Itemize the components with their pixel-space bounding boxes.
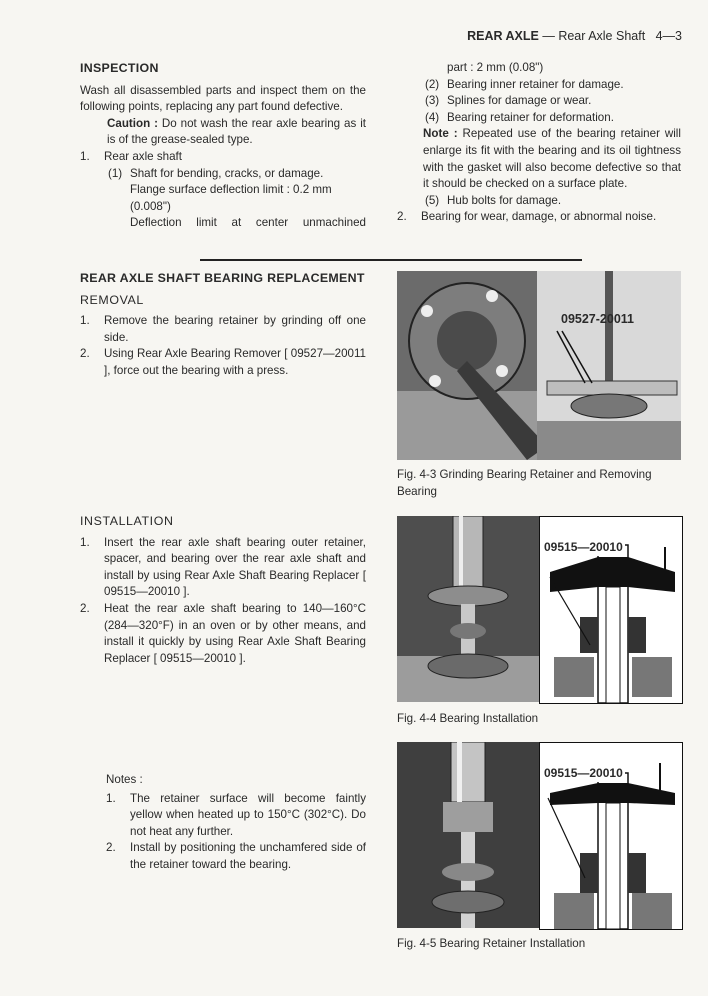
- note-number: 1.: [106, 791, 116, 805]
- subitem-number: (2): [425, 77, 440, 91]
- subitem-text: Hub bolts for damage.: [447, 193, 562, 207]
- section-divider: [200, 259, 582, 261]
- item-number: 2.: [397, 210, 407, 224]
- removal-step-1: [80, 313, 366, 346]
- figure-4-5-photo: [397, 742, 539, 928]
- step-number: 1.: [80, 314, 90, 328]
- deflection-limit-line: Deflection limit at center unmachined: [130, 216, 366, 230]
- installation-section: [80, 513, 366, 667]
- subitem-number: (4): [425, 110, 440, 124]
- note-item-2: [106, 840, 366, 873]
- inspection-intro: Wash all disassembled parts and inspect them on the following points, replacing any part found defective.: [80, 83, 366, 114]
- inspection-subitem-4: [425, 110, 681, 127]
- bearing-press-photo: [397, 516, 539, 702]
- caution-paragraph: [80, 116, 366, 149]
- inspection-item-2: [397, 209, 681, 226]
- subitem-number: (3): [425, 94, 440, 108]
- subitem-text: Bearing inner retainer for damage.: [447, 77, 624, 91]
- inspection-heading: INSPECTION: [80, 61, 159, 75]
- figure-4-3-tool-label: 09527-20011: [561, 312, 634, 326]
- notes-section: [106, 772, 366, 874]
- header-page-number: 4—3: [655, 29, 682, 43]
- step-text: Heat the rear axle shaft bearing to 140—160°C (284—320°F) in an oven or by other means, and install it quickly by using Rear Axle Shaft Bearing Replacer [ 09515—20010 ].: [104, 601, 366, 665]
- replacement-heading: REAR AXLE SHAFT BEARING REPLACEMENT: [80, 271, 365, 285]
- header-dash: —: [542, 29, 555, 43]
- figure-4-4-tool-label: 09515—20010: [544, 540, 623, 554]
- step-number: 2.: [80, 347, 90, 361]
- inspection-subitem-2: [425, 77, 681, 94]
- flange-limit-line-1: Flange surface deflection limit : 0.2 mm: [130, 183, 332, 197]
- step-number: 1.: [80, 535, 90, 549]
- item-text: Bearing for wear, damage, or abnormal noise.: [421, 210, 657, 224]
- subitem-number: (1): [108, 166, 123, 180]
- note-paragraph: [397, 126, 681, 192]
- note-number: 2.: [106, 841, 116, 855]
- figure-4-5-caption: Fig. 4-5 Bearing Retainer Installation: [397, 937, 586, 950]
- caution-text: Do not wash the rear axle bearing as it is of the grease-sealed type.: [107, 116, 366, 147]
- note-item-1: [106, 791, 366, 841]
- inspection-subitem-1: [108, 166, 366, 183]
- page-header: [467, 28, 682, 45]
- step-text: Using Rear Axle Bearing Remover [ 09527—20011 ], force out the bearing with a press.: [104, 347, 366, 377]
- note-label: Note :: [423, 127, 458, 141]
- note-text: Repeated use of the bearing retainer will enlarge its fit with the bearing and its oil tightness with the gasket will also become defective so that it should be checked on a surface plate.: [423, 127, 681, 191]
- item-number: 1.: [80, 149, 90, 163]
- inspection-subitem-3: [425, 93, 681, 110]
- subitem-text: Splines for damage or wear.: [447, 94, 592, 108]
- inspection-section-continued: [397, 60, 681, 226]
- inspection-item-1: [80, 149, 366, 166]
- figure-4-4-photo: [397, 516, 539, 702]
- item-label: Rear axle shaft: [104, 149, 182, 163]
- subitem-text: Shaft for bending, cracks, or damage.: [130, 166, 324, 180]
- subitem-text: Bearing retainer for deformation.: [447, 110, 614, 124]
- removal-section: [80, 270, 366, 380]
- step-number: 2.: [80, 601, 90, 615]
- header-section: REAR AXLE: [467, 29, 539, 43]
- figure-4-3-caption: Fig. 4-3 Grinding Bearing Retainer and Removing Bearing: [397, 468, 652, 498]
- part-limit-line: part : 2 mm (0.08"): [447, 61, 544, 74]
- caution-label: Caution :: [107, 116, 158, 130]
- installation-heading: INSTALLATION: [80, 514, 174, 528]
- retainer-press-photo: [397, 742, 539, 928]
- figure-4-4-diagram: [539, 516, 683, 704]
- note-item-text: The retainer surface will become faintly yellow when heated up to 150°C (302°C). Do not heat any further.: [130, 791, 366, 838]
- removal-heading: REMOVAL: [80, 292, 144, 307]
- figure-4-4-caption: Fig. 4-4 Bearing Installation: [397, 712, 539, 725]
- header-subsection: Rear Axle Shaft: [558, 29, 646, 43]
- figure-4-3-photo: [397, 271, 681, 460]
- installation-step-1: [80, 535, 366, 601]
- subitem-number: (5): [425, 193, 440, 207]
- note-item-text: Install by positioning the unchamfered side of the retainer toward the bearing.: [130, 841, 366, 871]
- notes-heading: Notes :: [106, 773, 143, 786]
- removal-step-2: [80, 346, 366, 379]
- flange-limit-line-2: (0.008"): [130, 199, 171, 213]
- step-text: Insert the rear axle shaft bearing outer retainer, spacer, and bearing over the rear axle shaft and install by using Rear Axle Shaft Bearing Replacer [ 09515—20010 ].: [104, 535, 366, 599]
- step-text: Remove the bearing retainer by grinding off one side.: [104, 314, 366, 344]
- grinding-photo-illustration: [397, 271, 681, 460]
- inspection-section: [80, 60, 366, 232]
- figure-4-5-diagram: [539, 742, 683, 930]
- figure-4-5-tool-label: 09515—20010: [544, 766, 623, 780]
- installation-step-2: [80, 601, 366, 667]
- flange-limit: [80, 182, 366, 232]
- inspection-subitem-5: [425, 193, 681, 210]
